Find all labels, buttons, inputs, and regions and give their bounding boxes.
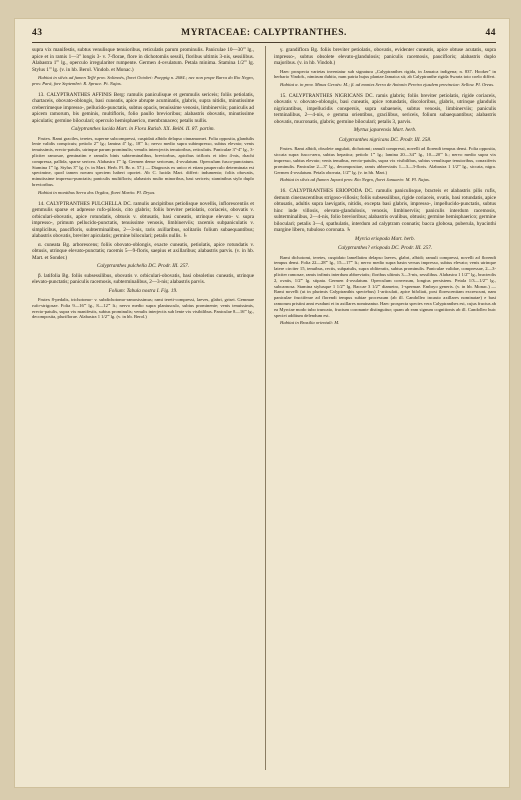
page-number-left: 43	[32, 28, 43, 38]
species-15-synonym-1: Myrtus japurensis Mart. herb.	[353, 127, 417, 134]
species-13-synonym: Calyptranthes lucida Mart. in Flora Ratisb. XX. Beibl. II. 87. partim.	[71, 126, 215, 133]
left-column	[32, 47, 254, 770]
right-column	[274, 47, 496, 770]
species-13-habitat: Habitat in montibus Serra dos Orgãos, floret Martio. Pl. Dryas.	[38, 189, 156, 195]
page-number-right: 44	[485, 28, 496, 38]
species-14-figure-reference: Folium: Tabula nostra I. Fig. 19.	[108, 287, 178, 294]
species-15-description: Frutex. Rami albidi, obsolete angulati, dichotomi; ramuli compressi, novelli ad florendi tempus densi. Folia opposita, siccata supra fusco-aera, subtus hepatica; petiolo 1''' lg.; lamina 20—34''' lg., 10—20''' lt.; nervo medio supra vix impresso, subtus elevato; venis tenuibus, erecto-patulis, supra vix visibilibus, subtus venulisque tenuioribus, conaxiferis prominulis. Paniculae 2—3'' lg., decompositae, ramis abbreviatis 1—3—3-floris. Alabastra 1 1/2''' lg., siccata, nigra. Germen 4-ovulatum. Petala obovata, 1/2''' lg. (v. in hb. Mart.)	[274, 146, 496, 175]
species-14-habitat: Habitat α. in prov. Minas Geraës: M.; β. ad montes Serra de Antonio Pereira ejusdem provinciae: Sellow. Pl. Oreas.	[280, 82, 495, 88]
species-15-habitat: Habitat in silvis ad flumen Japurá prov. Rio Negro, floret Januario: M. Pl. Najas.	[280, 177, 430, 183]
species-14-variety-alpha: α. cuneata Bg. arborescens; foliis obovato-oblongis, exacte cuneatis, petiolatis, apice rotundatis v. obtusis, utrinque elevato-punctatis; racemis 5—9-floris, saepius et axillaribus; alabastris parvis. (v. in hb. Mart. et Sonder.)	[32, 241, 254, 261]
species-13-diagnosis: 13. CALYPTRANTHES AFFINIS Berg: ramulis paniculisque et gemmulis sericeis; foliis petiolatis, chartaceis, obovato-oblongis, basi cuneatis, apice abrupte acuminatis, glabris, supra nitidis, minutissime creberrimeque impresso-, pellucido-punctatis, subtus opacis, tenuissime venosis, limbinerviis; paniculis ad apicem ramorum, bis geminis, multifloris, folio paullo brevioribus; alabastris obovatis, minutissime apiculatis; germine biloculari; operculo hemisphaerico, membranaceo; petalis nullis.	[32, 91, 254, 124]
species-16-habitat: Habitat in Brasilia orientali: M.	[280, 320, 340, 326]
species-16-synonym-2: Calyptranthes? eriopoda DC. Prodr. III. 257.	[337, 245, 433, 252]
book-page	[14, 18, 510, 788]
species-14-variety-beta: β. latifolia Bg. foliis subsessilibus, obovatis v. orbiculari-obovatis, basi obsoletius cuneatis, utrinque elevato-punctatis; paniculis racemosis, subterminalibus, 2—3-nis; alabastris parvis.	[32, 272, 254, 286]
species-15-synonym-2: Calyptranthes nigricans DC. Prodr. III. 258.	[338, 136, 432, 143]
species-15-diagnosis: 15. CALYPTRANTHES NIGRICANS DC. ramis glabris; foliis breviter petiolatis, rigide coriaceis, obovatis v. obovato-oblongis, basi cuneatis, apice rotundatis, discoloribus, glabris, utrinque glandulis nigricantibus, impellucidis conspersis, supra subaeneis, subtus venosis, limbinerviis; paniculis terminalibus, 2—4-nis, e gemma orientibus, gracilibus, sericeis, folium subaequantibus; alabastris obovatis, mucronatis, glabris; germine biloculari; petalis 3, parvis.	[274, 92, 496, 125]
column-separator	[265, 46, 266, 770]
species-16-synonym-1: Myrcia eriopoda Mart. herb.	[355, 235, 415, 242]
species-14-synonym: Calyptranthes pulchella DC. Prodr. III. 257.	[96, 263, 190, 270]
species-16-description: Rami dichotomi, teretes, cuspidato lamellatim delapso laeves, glabri, albidi; ramuli compressi, novelli ad florendi tempus densi. Folia 22—28''' lg., 15—17''' lt.; nervo medio supra basin versus impresso, subtus elevato; venis utrinque latere circiter 15, tenuibus, rectis, subpatulis, supra obliteratis, subtus prominulis. Paniculae validae, compressae, 2—3-pliciter ramosae, ramis infimis interdum abbreviatis; floribus ultimis 3—3-nis, sessilibus. Alabastra 1 1/2''' lg., bracteolis 2, ovatis, 1/2''' lg. stipata. Germen 4-ovulatum. Operculum convexum, longius persistens. Petala 1/3—1/2''' lg., subcarnosa. Stamina stylusque 1 1/2''' lg. Baccae 3 1/2''' diametro, 1-spermae. Embryo generis. (v. in hb. Monac.) — Rami novelli (ut in plurimis Calyptranthis speciebus) 1-articulati, apice bifoliati, post florescentiam excrescunt, nam paniculae fructiferae ad florendi tempus subiae processum (ab ill. Candolleo incauto axillares nominatae) e basi ramorum pristini annі evadunt et in axillares nominantur. Haec prospecta species vera Calyptranthes est, cujus fructus ab ea Myrciae modo tubo truncato, fructum coronante distinguitur; quam ab eam signum cognitionis ab ill. Candolleo huic speciei additum delendum est.	[274, 254, 496, 318]
header-rule	[32, 42, 496, 43]
page-header	[32, 28, 496, 42]
species-12-continuation: supra vix manifestis, subtus venulisque tenuioribus, reticulatis parum prominulis. Paniculae 10—30''' lg., apice et in ramis 1—3'' longis 3- v. 7-florae, flore in dichotomiis sessili, floribus ultimis 3-nis, sessilibus. Alabastra 1''' lg., operculo irregulariter rumpente. Germen 4-ovulatum. Petala minima. Stamina 1/2''' lg. Stylus 1''' lg. (v. in hb. Berol. Vindob. et Monac.)	[32, 47, 254, 73]
species-14-diagnosis: 14. CALYPTRANTHES PULCHELLA DC. ramulis ancipitibus petiolisque novellis, inflorescentiis et gemmulis sparse et adpresse rufo-pilosis, cito glabris; foliis breviter petiolatis, coriaceis, obovatis v. orbiculari-obovatis, apice rotundatis, obtusis v. obtusatis, basi cuneatis, utrinque elevato- v. supra impresso-, primum pellucido-punctatis, tenuissime venosis, limbinerviis; racemis subpaniculatis v. simplicibus, paucifloris, subterminalibus, 2—3-nis, raris axillaribus, solitariis folium subaequantibus; alabastris obovatis, breviter apiculatis; germine biloculari; petalis nullis. ♄	[32, 200, 254, 240]
species-14-variety-gamma: γ. grandiflora Bg. foliis breviter petiolatis, obovatis, evidenter cuneatis, apice obtuse acutatis, supra impresso-, subtus obsolete elevato-glandulosis; paniculis racemosis, paucifloris; alabastris duplo majoribus. (v. in hb. Vindob.)	[274, 47, 496, 66]
species-12-habitat: Habitat in silvis ad fumen Teffé prov. Solimoës, floret Octobri: Poeppig n. 2684.; nec non prope Barra do Rio Negro, prov. Pará, fore Septembri: R. Spruce. Pt. Najas.	[32, 75, 254, 86]
species-14-description: Frutex 8-pedalis, trichotomo- v. subdichotomo-ramosissimus; rami tereti-compressi, laeves, glabri, grisei. Gemmae rufo-strigosae. Folia 9—16''' lg., 8—12''' lt.; nervo medio supra planiusculo, subtus prominente; venis tenuissimis, erecto-patulis, supra vix manifestis, subtus prominulis; venulis interjectis sub lente vix visibilibus. Paniculae 8—16''' lg., decomposita, pluriflorae. Alabastra 1 1/2''' lg. (v. in hb. Berol.)	[32, 297, 254, 320]
species-14-note: Haec prospecta varietas inveniatur sub signatura „Calyptranthes rigida, in Jamaica indigena; n. 837. Hooker" in herbario Vindob., nimirum dubito, num patria hujus plantae Jamaica sit; ab Calyptranthe rigida Swartz toto coelo differt.	[274, 68, 496, 80]
species-13-description: Frutex. Rami graciles, teretes, superne subcompressi, cuspidati albido delapso cinnamomei. Folia opposita, glandulis lente validis conspicuis; petiolo 2''' lg.; lamina 4'' lg., 18''' lt.; nervo medio supra subimpresso, subtus elevato; venis tenuissimis, erecto-patulis, utrinque parum prominulis; venulis intercjectis tenuioribus, reticulatis. Paniculae 3''-4'' lg., 3-pliciter ramosae, geminatim e ramulis binis subterminalibus, breviorbus, apicibus trifloris et ideo 4-nis, rhachi compressa, pallida, sparse sericea. Alabastra 1''' lg. Germen dense sericeum, 4-ovulatum. Operculum fusco-punctatum. Stamina 1''' lg. Stylus 3''' lg. (v. in Mart. Herb. Fl. Br. n. 57.) — Diagnosis ex unico et etiam pauperculo determinata est specimine, quod tamen novam speciem haberi oportet. Ab C. lucida Mart. differt: indumento; foliis obovatis, minutissime impresso-punctatis; paniculis multifloris; alabastris multo minoribus, basi sericeis; staminibus stylo duplo brevioribus.	[32, 135, 254, 187]
species-16-diagnosis: 16. CALYPTRANTHES ERIOPODA DC. ramulis paniculisque, bracteis et alabastris pilis rufis, demum cinerascentibus strigoso-villosis; foliis subsessilibus, rigide coriaceis, ovatis, basi rotundatis, apice obtusatis, adultis supra laevigatis, nitidis, excepta basi glabris, impresso-, impellucido-punctatis, subtus hinc inde villosis, elevato-glandulosis, venosis, limbinerviis; paniculis interdum racemosis, subterminalibus, 2—4-nis, folio brevioribus; alabastris ovalibus, obtusis; germine hemisphaerico; germine biloculari; petalis 3—4, spathulatis, interdum ad calyptram connatis; bacca globosa, puberula, hyacinthi marginе libero, tubuloso coronata. ♄	[274, 188, 496, 234]
running-title: MYRTACEAE: CALYPTRANTHES.	[181, 28, 347, 38]
